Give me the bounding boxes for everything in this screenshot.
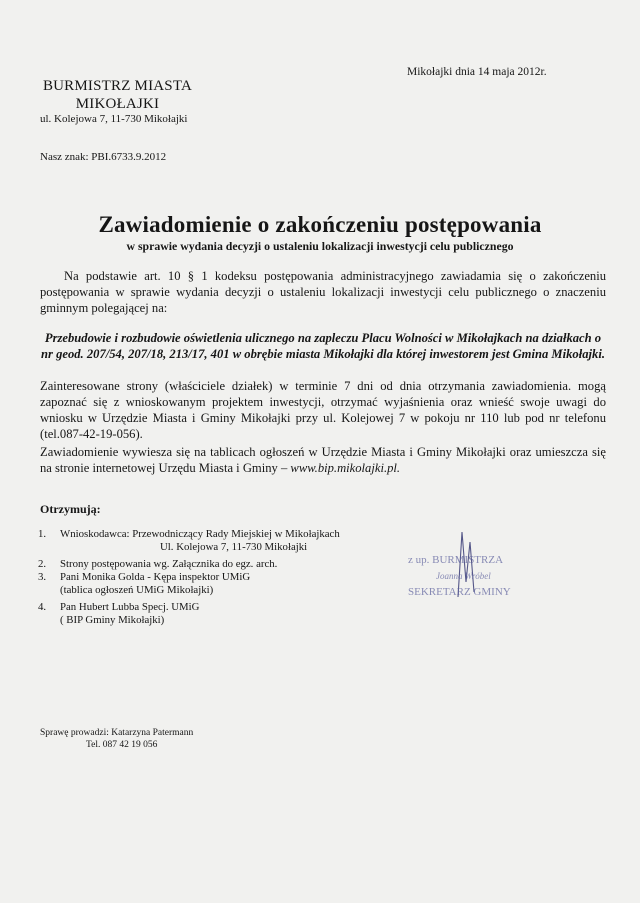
list-item-number: 2. <box>38 558 47 570</box>
list-item <box>38 571 340 584</box>
list-item-subline: ( BIP Gminy Mikołajki) <box>60 614 165 626</box>
recipients-heading: Otrzymują: <box>40 502 101 516</box>
list-item-text: Pani Monika Golda - Kępa inspektor UMiG <box>60 571 251 583</box>
list-item-text: Wnioskodawca: Przewodniczący Rady Miejskiej w Mikołajkach <box>60 528 340 540</box>
stamp-line-2: Joanna Wróbel <box>436 571 491 581</box>
clerk-phone: Tel. 087 42 19 056 <box>86 740 158 750</box>
authority-address: ul. Kolejowa 7, 11-730 Mikołajki <box>40 113 188 125</box>
list-item <box>38 601 340 614</box>
authority-line-2: MIKOŁAJKI <box>75 96 160 112</box>
list-item <box>38 528 340 541</box>
recipients-list <box>38 528 340 627</box>
document-date: Mikołajki dnia 14 maja 2012r. <box>407 66 547 78</box>
stamp-line-1: z up. BURMISTRZA <box>408 554 504 566</box>
list-item-subline: Ul. Kolejowa 7, 11-730 Mikołajki <box>160 541 308 553</box>
document-subtitle: w sprawie wydania decyzji o ustaleniu lokalizacji inwestycji celu publicznego <box>126 239 514 253</box>
reference-number: Nasz znak: PBI.6733.9.2012 <box>40 151 167 163</box>
bip-url: www.bip.mikolajki.pl. <box>290 461 401 475</box>
paragraph-publication <box>40 444 606 476</box>
list-item-subline: (tablica ogłoszeń UMiG Mikołajki) <box>60 584 214 596</box>
authority-line-1: BURMISTRZ MIASTA <box>42 78 193 94</box>
project-description: Przebudowie i rozbudowie oświetlenia ulicznego na zapleczu Placu Wolności w Mikołajkach na działkach o nr geod. 207/54, 207/18, 213/17, 401 w obrębie miasta Mikołajki dla której inwestorem jest Gmina Mikołajki. <box>41 331 605 361</box>
publication-text: Zawiadomienie wywiesza się na tablicach ogłoszeń w Urzędzie Miasta i Gminy Mikołajki oraz umieszcza się na stronie internetowej Urzędu Miasta i Gminy – <box>40 445 606 475</box>
paragraph-parties: Zainteresowane strony (właściciele działek) w terminie 7 dni od dnia otrzymania zawiadomienia. mogą zapoznać się z wnioskowanym projektem inwestycji, otrzymać wyjaśnienia oraz wnieść swoje uwagi do wniosku w Urzędzie Miasta i Gminy Mikołajki przy ul. Kolejowej 7 w pokoju nr 110 lub pod nr telefonu (tel.087-42-19-056). <box>40 379 606 441</box>
list-item-number: 3. <box>38 571 47 583</box>
official-stamp <box>408 552 538 600</box>
list-item-number: 1. <box>38 528 47 540</box>
issuing-authority <box>40 77 195 113</box>
stamp-line-3: SEKRETARZ GMINY <box>408 586 511 598</box>
document-title: Zawiadomienie o zakończeniu postępowania <box>98 212 542 237</box>
list-item-text: Pan Hubert Lubba Specj. UMiG <box>60 601 200 613</box>
clerk-info <box>40 727 193 751</box>
list-item <box>38 558 340 571</box>
list-item-text: Strony postępowania wg. Załącznika do egz. arch. <box>60 558 278 570</box>
paragraph-legal-basis: Na podstawie art. 10 § 1 kodeksu postępowania administracyjnego zawiadamia się o zakończeniu postępowania w sprawie wydania decyzji o ustaleniu lokalizacji inwestycji celu publicznego o znaczeniu gminnym polegającej na: <box>40 269 606 315</box>
list-item-number: 4. <box>38 601 47 613</box>
clerk-name: Sprawę prowadzi: Katarzyna Patermann <box>40 728 194 738</box>
